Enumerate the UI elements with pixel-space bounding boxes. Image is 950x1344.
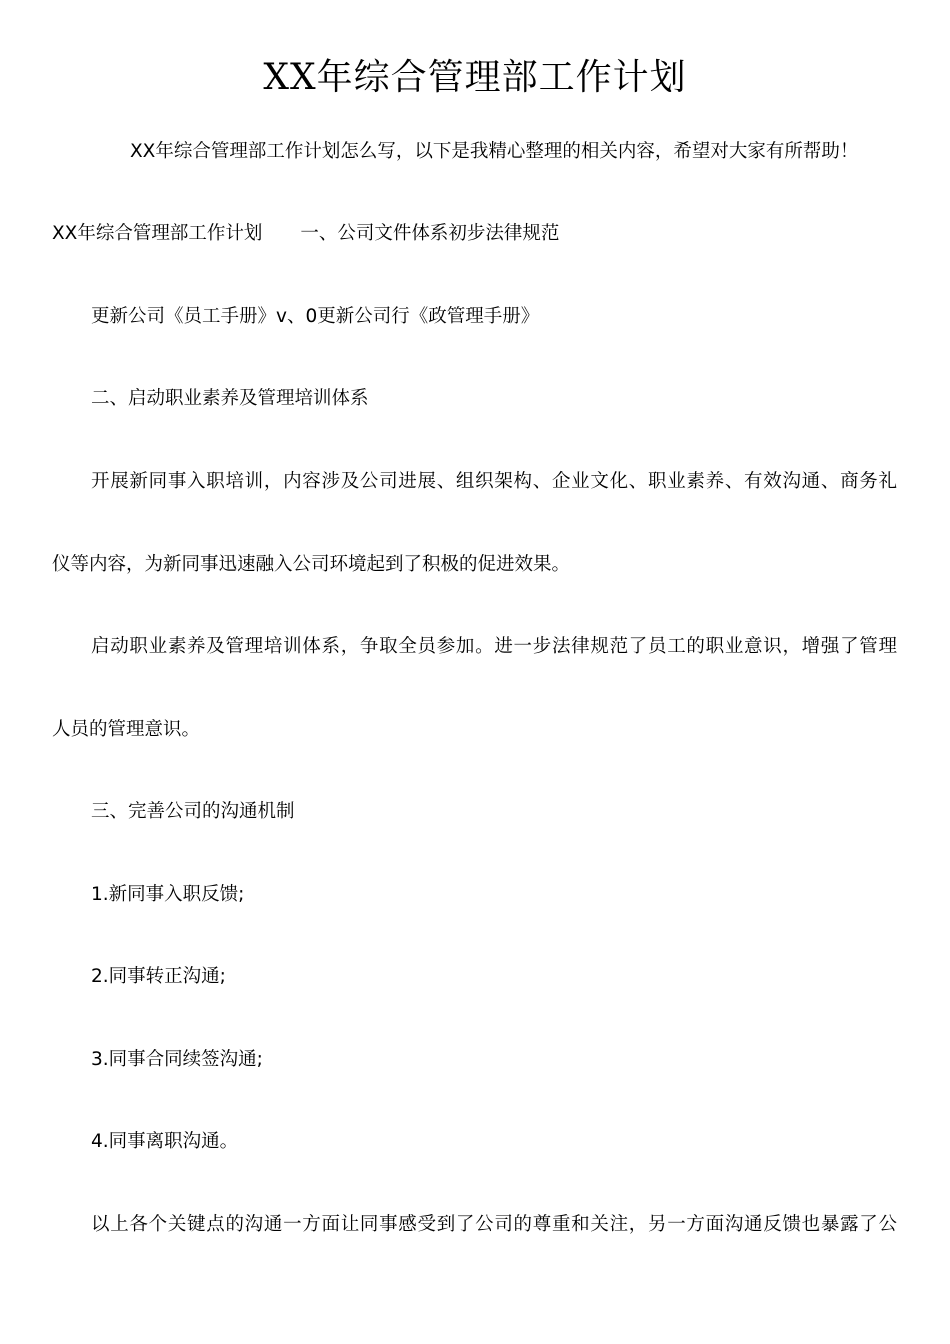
section-1-title: 一、公司文件体系初步法律规范 bbox=[300, 223, 560, 244]
heading-label: XX年综合管理部工作计划 bbox=[52, 223, 263, 244]
list-item: 1.新同事入职反馈; bbox=[91, 884, 245, 905]
section-3-title: 三、完善公司的沟通机制 bbox=[91, 801, 295, 822]
section-2-paragraph-2-line-1: 启动职业素养及管理培训体系，争取全员参加。进一步法律规范了员工的职业意识，增强了管理 bbox=[91, 636, 897, 657]
section-1-body: 更新公司《员工手册》v、0更新公司行《政管理手册》 bbox=[91, 306, 540, 327]
document-title: XX年综合管理部工作计划 bbox=[263, 57, 687, 98]
list-item: 3.同事合同续签沟通; bbox=[91, 1049, 263, 1070]
intro-paragraph: XX年综合管理部工作计划怎么写，以下是我精心整理的相关内容，希望对大家有所帮助！ bbox=[130, 141, 859, 162]
section-3-paragraph-line-1: 以上各个关键点的沟通一方面让同事感受到了公司的尊重和关注，另一方面沟通反馈也暴露了公 bbox=[91, 1214, 897, 1235]
list-item: 4.同事离职沟通。 bbox=[91, 1131, 239, 1152]
heading-row bbox=[52, 221, 902, 247]
list-item: 2.同事转正沟通; bbox=[91, 966, 226, 987]
section-2-paragraph-1-line-2: 仪等内容，为新同事迅速融入公司环境起到了积极的促进效果。 bbox=[52, 554, 571, 575]
section-2-paragraph-2-line-2: 人员的管理意识。 bbox=[52, 719, 201, 740]
section-2-title: 二、启动职业素养及管理培训体系 bbox=[91, 388, 369, 409]
section-2-paragraph-1-line-1: 开展新同事入职培训，内容涉及公司进展、组织架构、企业文化、职业素养、有效沟通、商务礼 bbox=[91, 471, 897, 492]
